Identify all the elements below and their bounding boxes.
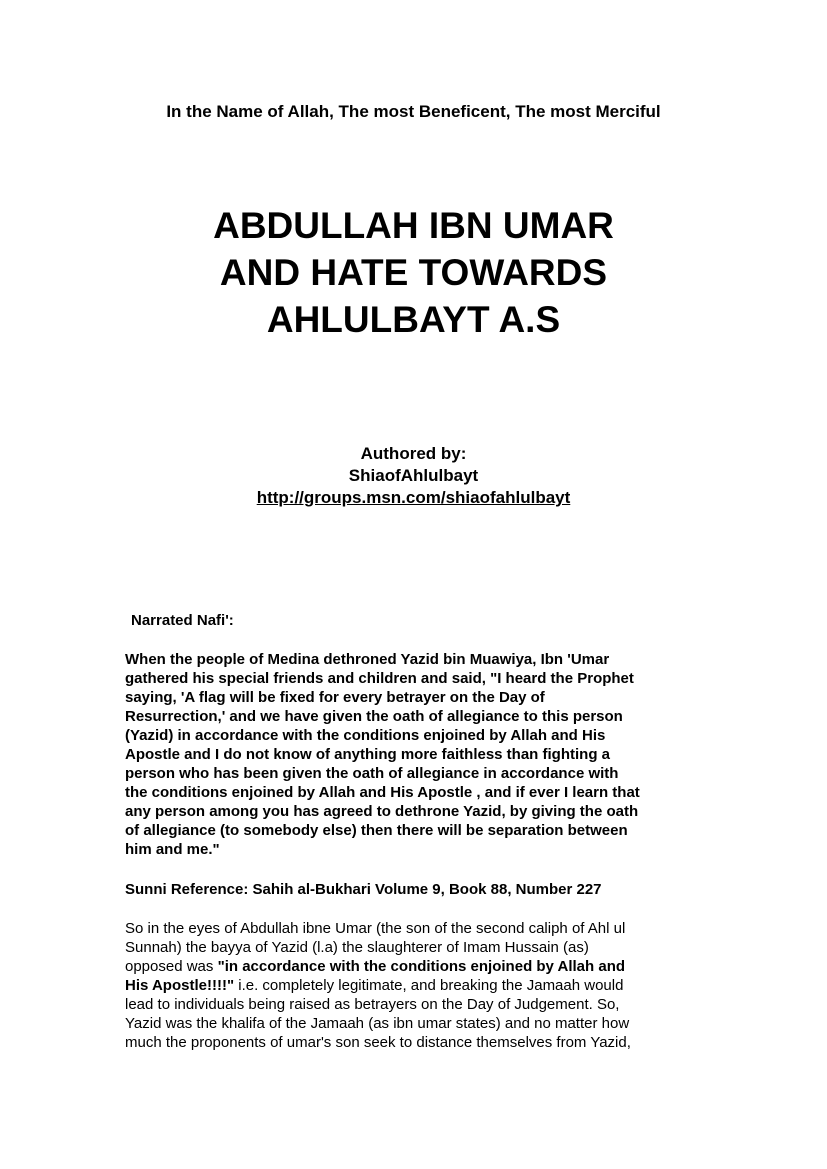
hadith-line: Apostle and I do not know of anything more faithless than fighting a — [125, 746, 611, 763]
hadith-line: Resurrection,' and we have given the oath of allegiance to this person — [125, 708, 623, 725]
hadith-line: the conditions enjoined by Allah and His Apostle , and if ever I learn that — [125, 784, 640, 801]
hadith-line: (Yazid) in accordance with the conditions enjoined by Allah and His — [125, 727, 606, 744]
commentary-emphasis: His Apostle!!!!" — [125, 977, 235, 994]
commentary-line: lead to individuals being raised as betrayers on the Day of Judgement. So, — [125, 996, 620, 1013]
title-line-1: ABDULLAH IBN UMAR — [213, 205, 614, 246]
hadith-line: saying, 'A flag will be fixed for every betrayer on the Day of — [125, 689, 545, 706]
commentary-text-run: i.e. completely legitimate, and breaking the Jamaah would — [234, 977, 624, 994]
commentary-line — [125, 957, 705, 976]
commentary-line: So in the eyes of Abdullah ibne Umar (the son of the second caliph of Ahl ul — [125, 920, 626, 937]
commentary-line — [125, 976, 705, 995]
commentary-line: Sunnah) the bayya of Yazid (l.a) the slaughterer of Imam Hussain (as) — [125, 939, 589, 956]
author-url-link[interactable]: http://groups.msn.com/shiaofahlulbayt — [256, 488, 571, 507]
commentary-line: Yazid was the khalifa of the Jamaah (as ibn umar states) and no matter how — [125, 1015, 630, 1032]
hadith-line: person who has been given the oath of allegiance in accordance with — [125, 765, 619, 782]
sunni-reference: Sunni Reference: Sahih al-Bukhari Volume 9, Book 88, Number 227 — [125, 881, 602, 898]
commentary-text-run: opposed was — [125, 958, 218, 975]
commentary-text — [125, 919, 705, 1052]
hadith-text — [125, 650, 705, 859]
author-name: ShiaofAhlulbayt — [348, 466, 479, 485]
document-title — [0, 202, 827, 343]
narrator-line: Narrated Nafi': — [131, 612, 234, 629]
hadith-line: gathered his special friends and children and said, "I heard the Prophet — [125, 670, 634, 687]
title-line-2: AND HATE TOWARDS — [219, 252, 608, 293]
bismillah-heading: In the Name of Allah, The most Beneficent, The most Merciful — [166, 102, 661, 121]
commentary-emphasis: "in accordance with the conditions enjoined by Allah and — [217, 958, 626, 975]
commentary-line: much the proponents of umar's son seek to distance themselves from Yazid, — [125, 1034, 631, 1051]
hadith-line: When the people of Medina dethroned Yazid bin Muawiya, Ibn 'Umar — [125, 651, 610, 668]
author-label: Authored by: — [360, 444, 467, 463]
hadith-line: him and me." — [125, 841, 220, 858]
hadith-line: of allegiance (to somebody else) then there will be separation between — [125, 822, 628, 839]
title-line-3: AHLULBAYT A.S — [266, 299, 561, 340]
hadith-line: any person among you has agreed to dethrone Yazid, by giving the oath — [125, 803, 639, 820]
author-block — [0, 443, 827, 509]
